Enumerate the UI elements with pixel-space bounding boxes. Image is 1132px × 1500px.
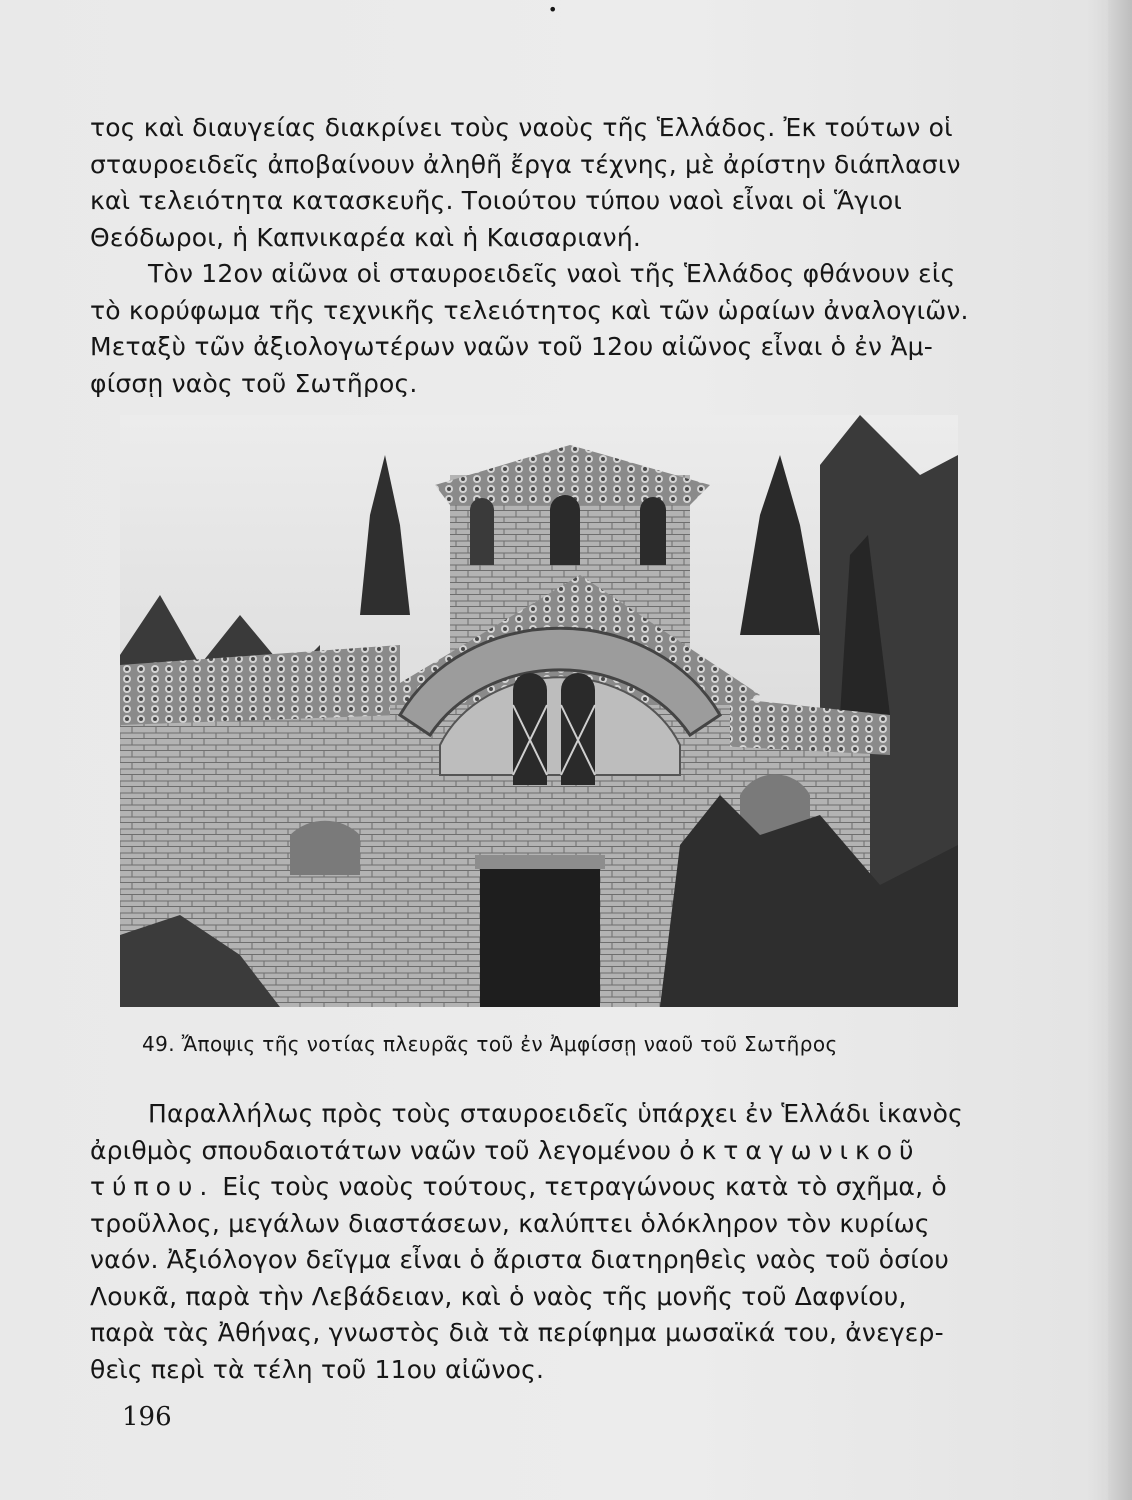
text-line: [90, 1169, 982, 1206]
church-photograph: [120, 415, 958, 1007]
paragraph-1: [90, 110, 982, 256]
text-line: τροῦλλος, μεγάλων διαστάσεων, καλύπτει ὁλόκληρον τὸν κυρίως: [90, 1208, 930, 1238]
text-line: καὶ τελειότητα κατασκευῆς. Τοιούτου τύπου ναοὶ εἶναι οἱ Ἅγιοι: [90, 186, 903, 215]
text-segment: ἀριθμὸς σπουδαιοτάτων ναῶν τοῦ λεγομένου: [90, 1135, 680, 1165]
paragraph-2: [90, 256, 982, 402]
text-line: Μεταξὺ τῶν ἀξιολογωτέρων ναῶν τοῦ 12ου αἰῶνος εἶναι ὁ ἐν Ἀμ-: [90, 332, 933, 361]
text-line: Παραλλήλως πρὸς τοὺς σταυροειδεῖς ὑπάρχει ἐν Ἑλλάδι ἱκανὸς: [148, 1099, 963, 1128]
text-line: σταυροειδεῖς ἀποβαίνουν ἀληθῆ ἔργα τέχνης, μὲ ἀρίστην διάπλασιν: [90, 149, 961, 179]
text-line: [90, 1133, 982, 1170]
paragraph-3: [90, 1096, 982, 1388]
figure-caption: 49. Ἄποψις τῆς νοτίας πλευρᾶς τοῦ ἐν Ἀμφίσσῃ ναοῦ τοῦ Σωτῆρος: [142, 1032, 838, 1056]
text-line: θεὶς περὶ τὰ τέλη τοῦ 11ου αἰῶνος.: [90, 1354, 545, 1384]
spaced-term: ὀκταγωνικοῦ: [679, 1135, 921, 1165]
text-segment: Εἰς τοὺς ναοὺς τούτους, τετραγώνους κατὰ τὸ σχῆμα, ὁ: [214, 1172, 947, 1201]
page-number: 196: [122, 1402, 172, 1432]
text-line: Τὸν 12ον αἰῶνα οἱ σταυροειδεῖς ναοὶ τῆς Ἑλλάδος φθάνουν εἰς: [148, 259, 956, 288]
text-line: Θεόδωροι, ἡ Καπνικαρέα καὶ ἡ Καισαριανή.: [90, 222, 642, 252]
top-mark: •: [548, 0, 558, 19]
spaced-term: τύπου.: [90, 1172, 215, 1201]
text-line: φίσσῃ ναὸς τοῦ Σωτῆρος.: [90, 368, 418, 398]
text-line: Λουκᾶ, παρὰ τὴν Λεβάδειαν, καὶ ὁ ναὸς τῆς μονῆς τοῦ Δαφνίου,: [90, 1281, 907, 1311]
page-edge: [1108, 0, 1132, 1500]
text-line: ναόν. Ἀξιόλογον δεῖγμα εἶναι ὁ ἄριστα διατηρηθεὶς ναὸς τοῦ ὁσίου: [90, 1245, 950, 1274]
text-line: τος καὶ διαυγείας διακρίνει τοὺς ναοὺς τῆς Ἑλλάδος. Ἐκ τούτων οἱ: [90, 113, 953, 142]
text-line: παρὰ τὰς Ἀθήνας, γνωστὸς διὰ τὰ περίφημα μωσαϊκά του, ἀνεγερ-: [90, 1318, 944, 1347]
text-line: τὸ κορύφωμα τῆς τεχνικῆς τελειότητος καὶ τῶν ὡραίων ἀναλογιῶν.: [90, 295, 969, 325]
